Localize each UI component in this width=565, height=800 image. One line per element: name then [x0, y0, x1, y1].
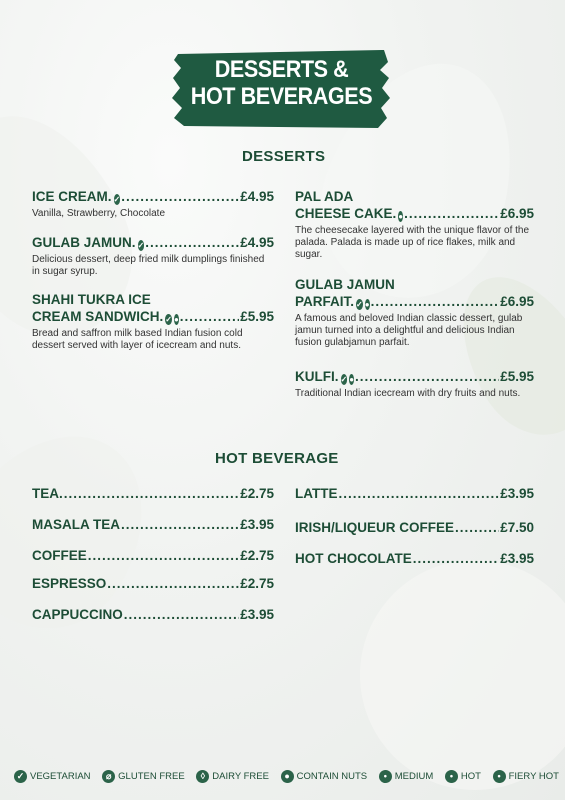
item-name: ICE CREAM. [32, 189, 112, 204]
legend-label: VEGETARIAN [30, 771, 91, 782]
item-description: The cheesecake layered with the unique flavor of the palada. Palada is made up of rice flakes, milk and sugar. [295, 225, 530, 260]
item-price: £3.95 [240, 607, 274, 622]
menu-item [32, 516, 274, 533]
menu-item [295, 276, 534, 349]
item-name: KULFI. [295, 369, 339, 384]
item-price: £2.75 [240, 486, 274, 501]
menu-item [32, 606, 274, 623]
item-price: £3.95 [500, 486, 534, 501]
item-name-line1: PAL ADA [295, 189, 354, 204]
item-price: £2.75 [240, 576, 274, 591]
menu-item [295, 368, 534, 400]
vegetarian-icon: ✓ [340, 375, 348, 384]
item-description: Delicious dessert, deep fried milk dumplings finished in sugar syrup. [32, 254, 265, 277]
legend-medium [379, 770, 434, 783]
menu-item [32, 188, 274, 220]
menu-item [295, 550, 534, 567]
dot-leader [124, 606, 239, 623]
item-price: £4.95 [240, 189, 274, 204]
legend-label: GLUTEN FREE [118, 771, 185, 782]
medium-icon: • [379, 770, 392, 783]
dot-leader [121, 516, 239, 533]
item-price: £2.75 [240, 548, 274, 563]
legend-label: HOT [460, 771, 481, 782]
background-flower [360, 560, 565, 790]
item-price: £3.95 [500, 551, 534, 566]
dot-leader [455, 519, 499, 536]
page-title-line1: DESSERTS & [214, 56, 349, 83]
item-name: MASALA TEA [32, 517, 120, 532]
dot-leader [339, 485, 500, 502]
item-price: £7.50 [500, 520, 534, 535]
item-description: Vanilla, Strawberry, Chocolate [32, 208, 166, 219]
page-title [181, 56, 382, 110]
dot-leader [371, 293, 500, 310]
item-name: LATTE [295, 486, 338, 501]
legend-gluten-free [102, 770, 185, 783]
item-name: CHEESE CAKE. [295, 206, 397, 221]
item-description: Traditional Indian icecream with dry fruits and nuts. [295, 388, 521, 399]
legend-dairy-free [196, 770, 269, 783]
item-name: ESPRESSO [32, 576, 107, 591]
item-name: CAPPUCCINO [32, 607, 123, 622]
dot-leader [121, 188, 239, 205]
item-name: HOT CHOCOLATE [295, 551, 412, 566]
menu-item [32, 291, 274, 352]
nuts-icon: ● [364, 300, 370, 309]
nuts-icon: ● [281, 770, 294, 783]
legend-label: DAIRY FREE [212, 771, 269, 782]
item-price: £4.95 [240, 235, 274, 250]
item-name: IRISH/LIQUEUR COFFEE [295, 520, 455, 535]
vegetarian-icon: ✓ [14, 770, 27, 783]
dot-leader [355, 368, 499, 385]
item-name: CREAM SANDWICH. [32, 309, 164, 324]
hot-beverage-heading: HOT BEVERAGE [215, 450, 339, 467]
item-price: £6.95 [500, 206, 534, 221]
item-name: TEA. [32, 486, 63, 501]
dot-leader [404, 205, 499, 222]
vegetarian-icon: ✓ [165, 315, 172, 324]
vegetarian-icon: ✓ [137, 241, 145, 250]
nuts-icon: ● [173, 315, 179, 324]
hot-icon: • [445, 770, 458, 783]
item-name: PARFAIT. [295, 294, 355, 309]
menu-item [295, 519, 534, 536]
legend-contain-nuts [281, 770, 368, 783]
legend-label: MEDIUM [394, 771, 434, 782]
nuts-icon: ● [349, 375, 355, 384]
dot-leader [107, 575, 239, 592]
gluten-free-icon: ⌀ [102, 770, 115, 783]
dietary-legend [14, 770, 559, 783]
item-name-line1: GULAB JAMUN [295, 277, 395, 292]
menu-item [295, 188, 534, 261]
legend-vegetarian [14, 770, 91, 783]
menu-item [32, 234, 274, 278]
legend-label: FIERY HOT [508, 771, 559, 782]
legend-hot [445, 770, 481, 783]
nuts-icon: ● [398, 212, 404, 221]
page-title-line2: HOT BEVERAGES [190, 83, 373, 110]
vegetarian-icon: ✓ [113, 195, 121, 204]
legend-label: CONTAIN NUTS [296, 771, 368, 782]
menu-item [295, 485, 534, 502]
dairy-free-icon: ◊ [196, 770, 209, 783]
item-description: Bread and saffron milk based Indian fusion cold dessert served with layer of icecream and nuts. [32, 328, 243, 351]
vegetarian-icon: ✓ [356, 300, 363, 309]
desserts-heading: DESSERTS [242, 148, 326, 165]
item-name-line1: SHAHI TUKRA ICE [32, 292, 151, 307]
dot-leader [413, 550, 499, 567]
item-name: COFFEE [32, 548, 87, 563]
item-name: GULAB JAMUN. [32, 235, 136, 250]
item-description: A famous and beloved Indian classic dessert, gulab jamun turned into a delightful and delicious Indian fusion gulabjamun parfait. [295, 313, 523, 348]
item-price: £5.95 [240, 309, 274, 324]
menu-item [32, 575, 274, 592]
fiery-hot-icon: • [493, 770, 506, 783]
header-banner [170, 48, 393, 130]
legend-fiery-hot [493, 770, 559, 783]
item-price: £6.95 [500, 294, 534, 309]
dot-leader [64, 485, 239, 502]
dot-leader [180, 308, 239, 325]
dot-leader [88, 547, 239, 564]
dot-leader [145, 234, 239, 251]
item-price: £5.95 [500, 369, 534, 384]
item-price: £3.95 [240, 517, 274, 532]
menu-item [32, 485, 274, 502]
menu-item [32, 547, 274, 564]
